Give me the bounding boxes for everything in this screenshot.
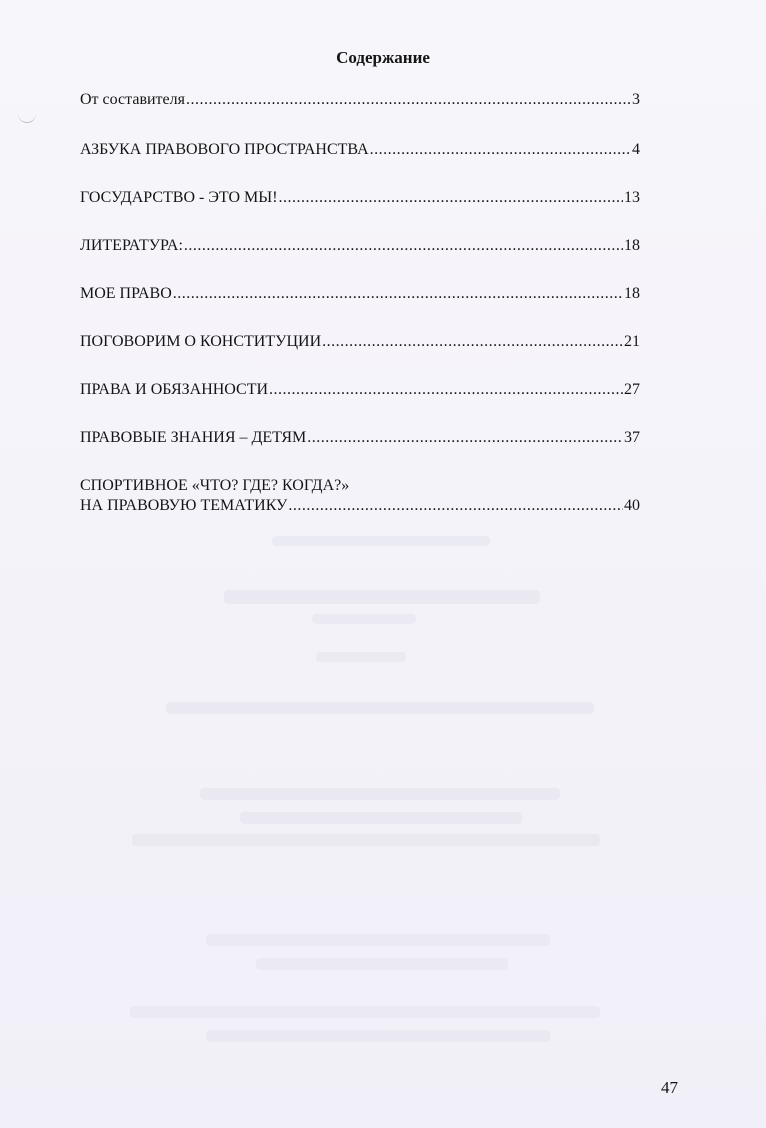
toc-leader-dots [322,332,623,352]
toc-entry [80,428,640,448]
toc-entry-label-line1: СПОРТИВНОЕ «ЧТО? ГДЕ? КОГДА?» [80,477,350,494]
toc-entry-page: 18 [624,285,640,302]
toc-entry-label: ПОГОВОРИМ О КОНСТИТУЦИИ [80,333,322,350]
toc-entry-label: ПРАВОВЫЕ ЗНАНИЯ – ДЕТЯМ [80,429,307,446]
toc-leader-dots [279,188,623,208]
toc-entry [80,380,640,400]
toc-entry [80,284,640,304]
toc-entry [80,332,640,352]
toc-entry [80,236,640,256]
toc-entry-page: 18 [624,237,640,254]
toc-entry-label: ГОСУДАРСТВО - ЭТО МЫ! [80,189,278,206]
show-through-text [0,530,766,1050]
toc-leader-dots [186,90,631,110]
toc-entry-page: 4 [632,141,640,158]
toc-entry-label: НА ПРАВОВУЮ ТЕМАТИКУ [80,497,288,514]
toc-entry-page: 27 [624,381,640,398]
toc-heading: Содержание [336,48,430,67]
toc-entry-page: 37 [624,429,640,446]
toc-leader-dots [269,380,623,400]
toc-leader-dots [288,496,623,516]
toc-entry [80,90,640,110]
toc-entry [80,140,640,160]
toc-entry-label: ЛИТЕРАТУРА: [80,237,183,254]
toc-entry-page: 3 [632,91,640,108]
toc-entry-page: 21 [624,333,640,350]
toc-entry [80,188,640,208]
toc-entry-label: От составителя [80,91,185,108]
toc-entry [80,476,640,516]
toc-leader-dots [307,428,623,448]
toc-entry-label: АЗБУКА ПРАВОВОГО ПРОСТРАНСТВА [80,141,369,158]
toc-entry-label: ПРАВА И ОБЯЗАННОСТИ [80,381,269,398]
toc-leader-dots [173,284,623,304]
toc-entry-page: 13 [624,189,640,206]
toc-entry-label: МОЕ ПРАВО [80,285,172,302]
page-edge-mark [18,112,36,123]
page-number: 47 [661,1078,678,1097]
toc-leader-dots [370,140,631,160]
toc-leader-dots [184,236,623,256]
toc-entry-page: 40 [624,497,640,514]
